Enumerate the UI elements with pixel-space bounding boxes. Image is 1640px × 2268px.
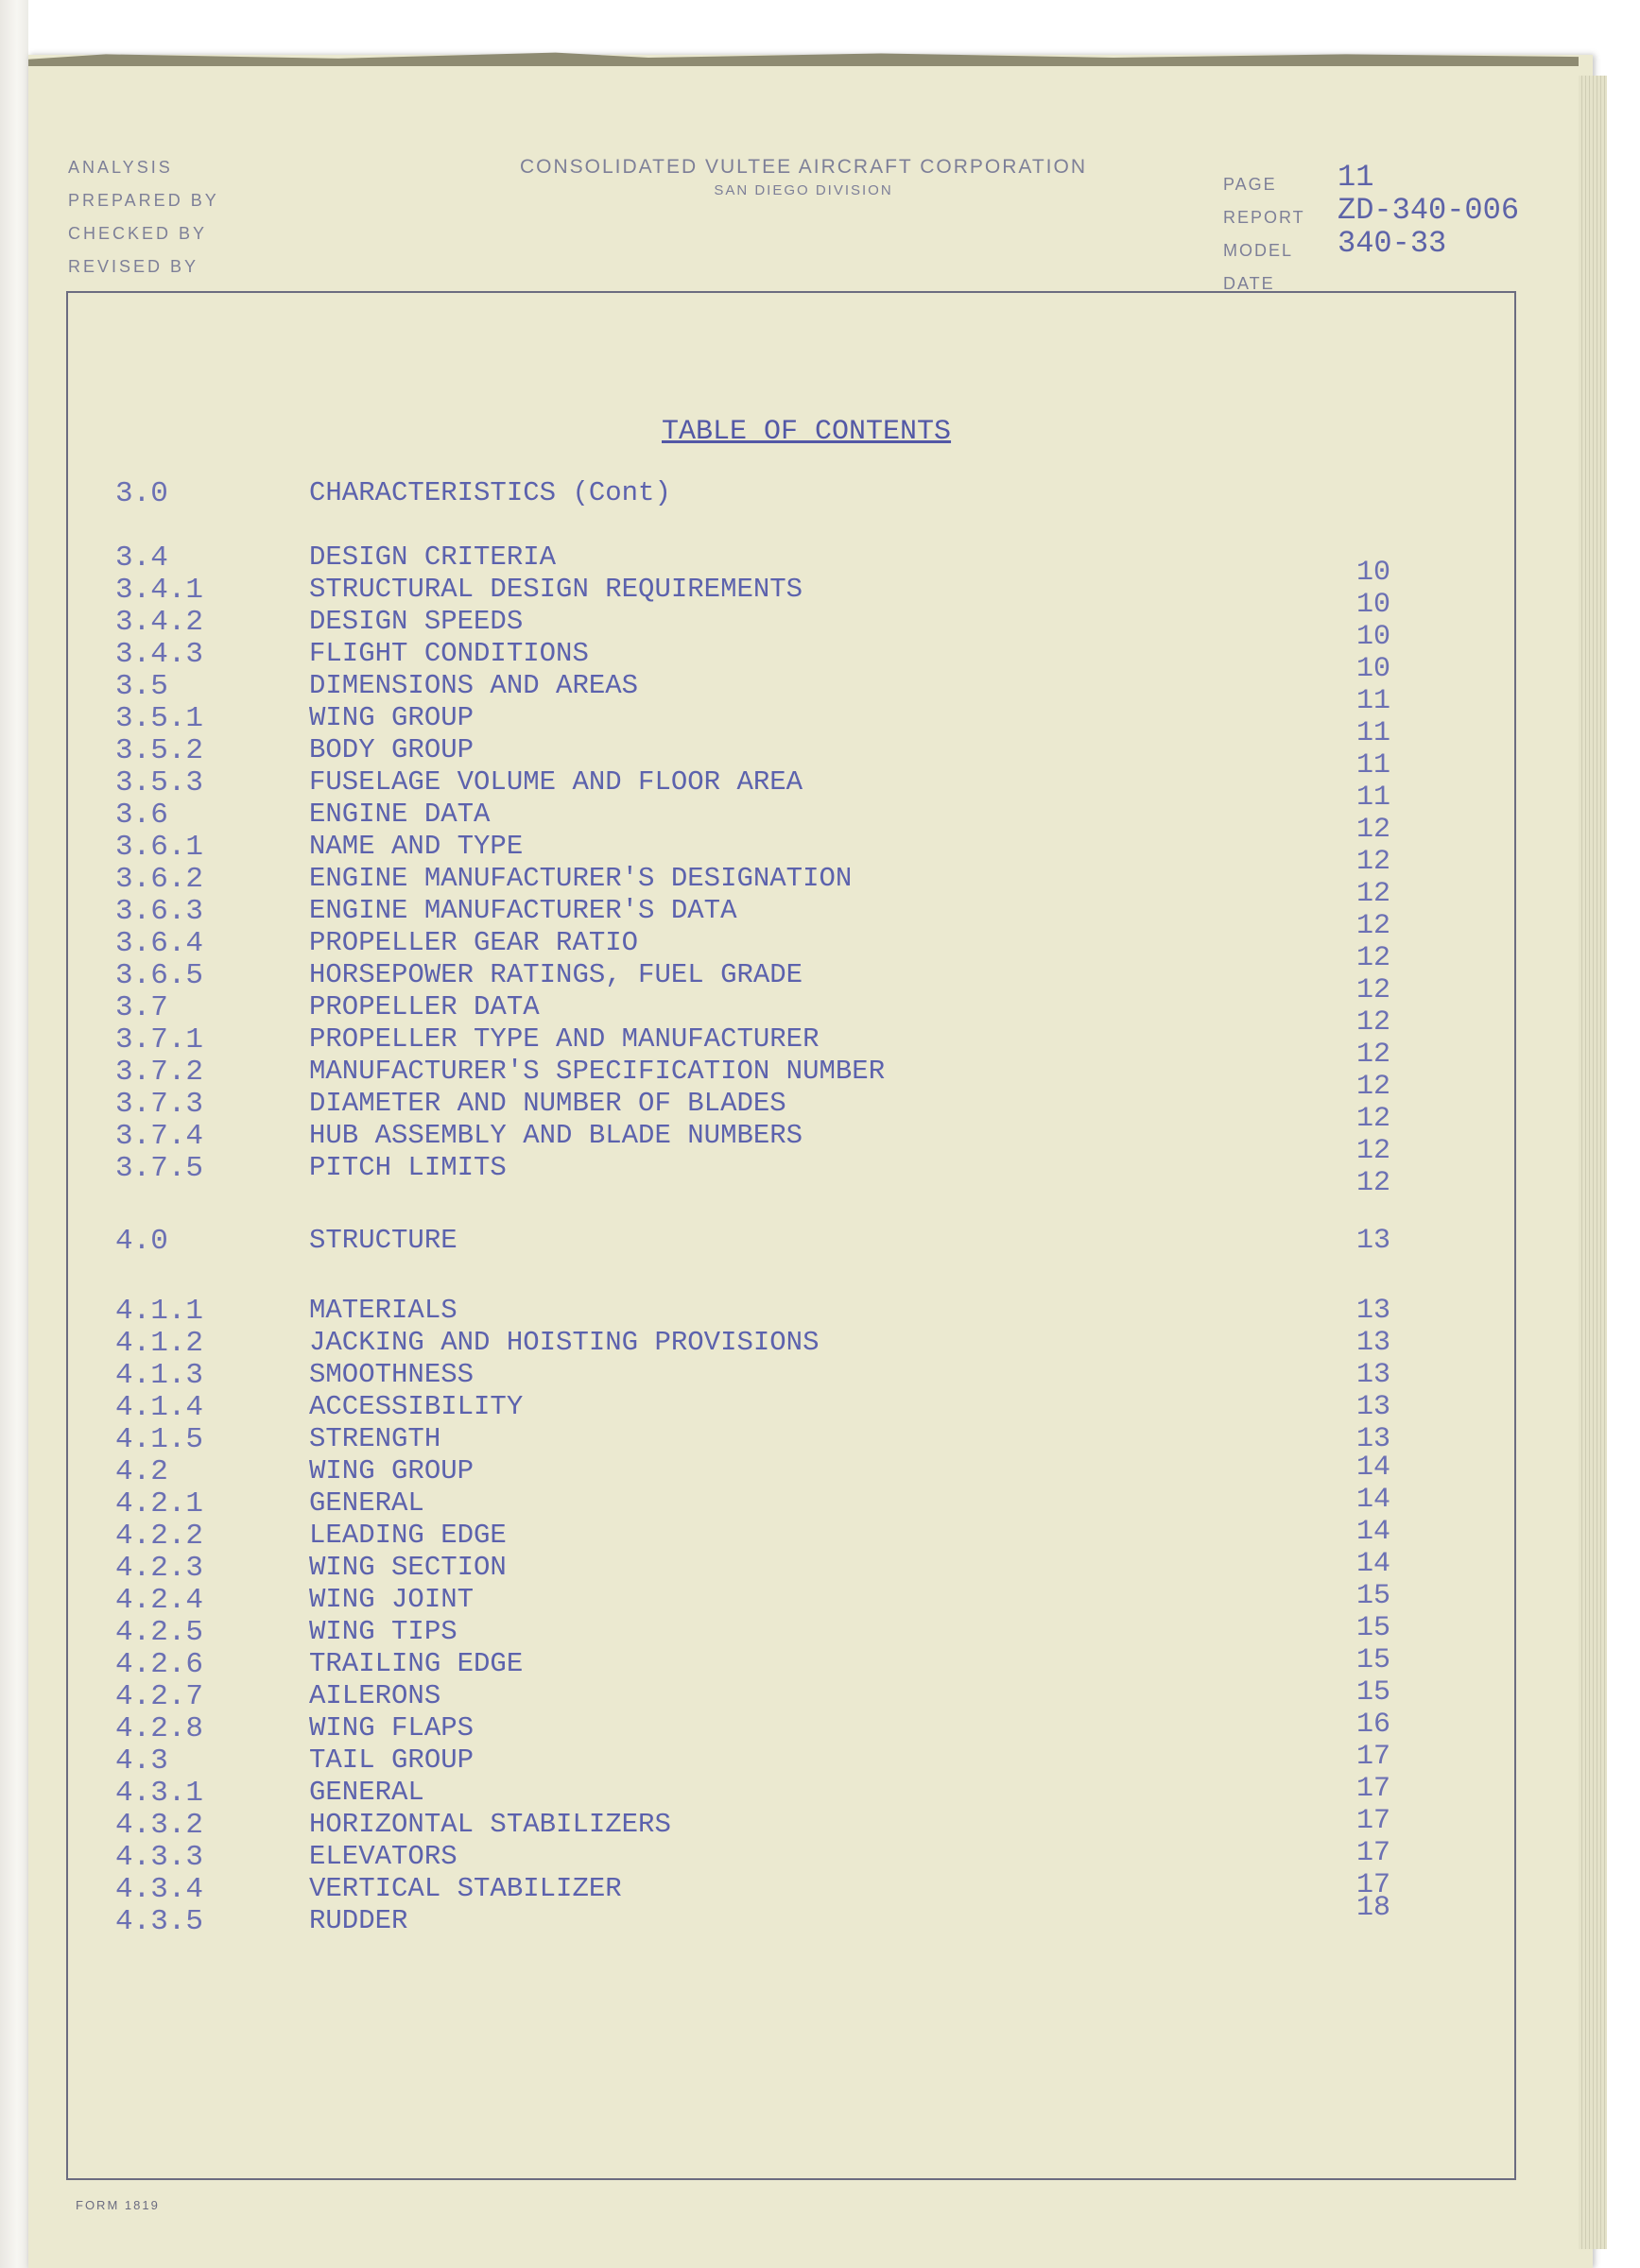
toc-page-number: 15 [1356, 1644, 1391, 1676]
toc-section-number: 4.3.2 [115, 1809, 204, 1842]
toc-page-number: 13 [1356, 1423, 1391, 1455]
toc-row [0, 863, 1640, 910]
toc-page-number: 17 [1356, 1773, 1391, 1805]
toc-page-number: 16 [1356, 1709, 1391, 1741]
toc-section-number: 3.4.2 [115, 606, 204, 639]
toc-section-number: 3.6.3 [115, 895, 204, 928]
toc-page-number: 12 [1356, 1135, 1391, 1167]
toc-section-title: LEADING EDGE [309, 1520, 507, 1551]
analysis-label: ANALYSIS [68, 158, 173, 177]
report-value: ZD-340-006 [1338, 193, 1520, 228]
toc-page-number: 12 [1356, 910, 1391, 942]
toc-section-title: WING FLAPS [309, 1712, 475, 1744]
toc-row [0, 670, 1640, 717]
toc-section-number: 3.6.1 [115, 831, 204, 864]
toc-section-title: PROPELLER TYPE AND MANUFACTURER [309, 1023, 820, 1055]
toc-page-number: 12 [1356, 942, 1391, 974]
model-label: MODEL [1223, 241, 1294, 260]
toc-row [0, 799, 1640, 846]
toc-section-title: GENERAL [309, 1777, 424, 1808]
toc-section-title: NAME AND TYPE [309, 831, 524, 862]
toc-section-number: 3.0 [115, 477, 168, 510]
toc-section-title: PROPELLER DATA [309, 991, 540, 1022]
toc-section-title: PROPELLER GEAR RATIO [309, 927, 639, 958]
toc-page-number: 13 [1356, 1359, 1391, 1391]
toc-row [0, 1295, 1640, 1327]
toc-section-number: 3.7.5 [115, 1152, 204, 1185]
toc-section-number: 4.0 [115, 1225, 168, 1258]
toc-page-number: 11 [1356, 717, 1391, 749]
toc-page-number: 17 [1356, 1741, 1391, 1773]
toc-row [0, 895, 1640, 942]
toc-section-number: 4.1.1 [115, 1295, 204, 1328]
toc-page-number: 10 [1356, 621, 1391, 653]
toc-section-number: 4.1.4 [115, 1391, 204, 1424]
division-name: SAN DIEGO DIVISION [714, 182, 893, 198]
toc-section-title: WING GROUP [309, 702, 475, 733]
toc-page-number: 14 [1356, 1484, 1391, 1516]
toc-section-number: 4.3.4 [115, 1873, 204, 1906]
toc-page-number: 17 [1356, 1805, 1391, 1837]
toc-section-title: RUDDER [309, 1905, 408, 1936]
company-name: CONSOLIDATED VULTEE AIRCRAFT CORPORATION [519, 156, 1088, 178]
toc-section-title: WING JOINT [309, 1584, 475, 1615]
toc-row [0, 1741, 1640, 1778]
toc-page-number: 11 [1356, 782, 1391, 814]
toc-row [0, 541, 1640, 589]
toc-page-number: 12 [1356, 1167, 1391, 1199]
toc-row [0, 574, 1640, 621]
toc-section-number: 3.6.5 [115, 959, 204, 992]
torn-top-edge [28, 49, 1579, 66]
toc-section-title: ACCESSIBILITY [309, 1391, 524, 1422]
toc-row [0, 702, 1640, 749]
toc-section-title: STRENGTH [309, 1423, 441, 1454]
toc-row [0, 1548, 1640, 1585]
toc-page-number: 12 [1356, 1039, 1391, 1071]
toc-section-number: 3.7.4 [115, 1120, 204, 1153]
toc-page-number: 10 [1356, 653, 1391, 685]
toc-section-title: FUSELAGE VOLUME AND FLOOR AREA [309, 766, 803, 798]
toc-page-number: 13 [1356, 1295, 1391, 1327]
toc-section-title: GENERAL [309, 1487, 424, 1519]
toc-page-number: 12 [1356, 814, 1391, 846]
toc-row [0, 1359, 1640, 1391]
toc-row [0, 1327, 1640, 1359]
toc-section-number: 4.2.4 [115, 1584, 204, 1617]
toc-section-number: 4.2.3 [115, 1552, 204, 1585]
toc-section-title: TRAILING EDGE [309, 1648, 524, 1679]
toc-section-number: 3.7 [115, 991, 168, 1024]
toc-page-number: 13 [1356, 1327, 1391, 1359]
toc-section-title: ENGINE MANUFACTURER'S DATA [309, 895, 737, 926]
toc-row [0, 1391, 1640, 1423]
toc-section-title: VERTICAL STABILIZER [309, 1873, 622, 1904]
toc-section-number: 4.3.5 [115, 1905, 204, 1938]
toc-row [0, 1452, 1640, 1488]
toc-row [0, 766, 1640, 814]
toc-row [0, 831, 1640, 878]
toc-section-title: HORIZONTAL STABILIZERS [309, 1809, 671, 1840]
toc-section-title: STRUCTURAL DESIGN REQUIREMENTS [309, 574, 803, 605]
toc-page-number: 11 [1356, 685, 1391, 717]
toc-row [0, 1484, 1640, 1521]
page-value: 11 [1338, 160, 1374, 195]
toc-section-title: TAIL GROUP [309, 1744, 475, 1776]
toc-section-title: DESIGN CRITERIA [309, 541, 557, 573]
toc-section-title: ELEVATORS [309, 1841, 457, 1872]
toc-section-title: FLIGHT CONDITIONS [309, 638, 589, 669]
toc-row [0, 1516, 1640, 1553]
prepared-by-label: PREPARED BY [68, 191, 219, 210]
date-label: DATE [1223, 274, 1275, 293]
toc-page-number: 17 [1356, 1869, 1391, 1901]
toc-row [0, 1152, 1640, 1199]
revised-by-label: REVISED BY [68, 257, 199, 276]
toc-section-number: 4.2.8 [115, 1712, 204, 1745]
toc-page-number: 12 [1356, 1006, 1391, 1039]
toc-section-number: 4.1.3 [115, 1359, 204, 1392]
toc-row [0, 1837, 1640, 1874]
toc-section-number: 4.2 [115, 1455, 168, 1488]
toc-page-number: 13 [1356, 1391, 1391, 1423]
toc-title: TABLE OF CONTENTS [662, 416, 952, 448]
page-label: PAGE [1223, 175, 1277, 194]
toc-page-number: 10 [1356, 589, 1391, 621]
toc-section-number: 4.2.2 [115, 1520, 204, 1553]
toc-row [0, 1773, 1640, 1810]
header-right-values [1338, 161, 1519, 260]
toc-section-number: 4.2.5 [115, 1616, 204, 1649]
toc-page-number: 12 [1356, 974, 1391, 1006]
toc-section-number: 3.6.2 [115, 863, 204, 896]
toc-section-title: WING GROUP [309, 1455, 475, 1486]
toc-section-number: 3.7.3 [115, 1088, 204, 1121]
toc-section-title: ENGINE MANUFACTURER'S DESIGNATION [309, 863, 853, 894]
toc-section-number: 4.1.5 [115, 1423, 204, 1456]
toc-section-number: 4.1.2 [115, 1327, 204, 1360]
toc-section-number: 3.4.3 [115, 638, 204, 671]
report-label: REPORT [1223, 208, 1305, 227]
toc-section-number: 4.3.1 [115, 1777, 204, 1810]
toc-row [0, 1023, 1640, 1071]
toc-page-number: 12 [1356, 1071, 1391, 1103]
toc-page-number: 10 [1356, 557, 1391, 589]
model-value: 340-33 [1338, 226, 1447, 261]
toc-row [0, 1423, 1640, 1455]
toc-row [0, 1225, 1640, 1257]
toc-section-title: DESIGN SPEEDS [309, 606, 524, 637]
toc-section-number: 4.3 [115, 1744, 168, 1778]
toc-section-number: 3.5.1 [115, 702, 204, 735]
toc-page-number: 12 [1356, 1103, 1391, 1135]
toc-section-number: 4.2.1 [115, 1487, 204, 1521]
toc-section-title: MANUFACTURER'S SPECIFICATION NUMBER [309, 1056, 886, 1087]
toc-page-number: 15 [1356, 1676, 1391, 1709]
toc-section-title: ENGINE DATA [309, 799, 491, 830]
toc-section-number: 3.5.2 [115, 734, 204, 767]
toc-page-number: 14 [1356, 1548, 1391, 1580]
toc-section-number: 3.4 [115, 541, 168, 575]
checked-by-label: CHECKED BY [68, 224, 208, 243]
toc-row [0, 1580, 1640, 1617]
toc-section-number: 3.5 [115, 670, 168, 703]
toc-section-title: WING TIPS [309, 1616, 457, 1647]
toc-row [0, 927, 1640, 974]
toc-page-number: 13 [1356, 1225, 1391, 1257]
toc-page-number: 18 [1356, 1892, 1391, 1924]
toc-row [0, 1644, 1640, 1681]
toc-section-title: WING SECTION [309, 1552, 507, 1583]
toc-row [0, 606, 1640, 653]
toc-page-number: 11 [1356, 749, 1391, 782]
toc-section-title: BODY GROUP [309, 734, 475, 765]
toc-page-number: 15 [1356, 1612, 1391, 1644]
toc-row [0, 1676, 1640, 1713]
toc-page-number: 14 [1356, 1516, 1391, 1548]
toc-section-title: DIMENSIONS AND AREAS [309, 670, 639, 701]
form-number: FORM 1819 [76, 2198, 160, 2212]
toc-section-number: 3.5.3 [115, 766, 204, 799]
header-left-labels [68, 151, 219, 284]
toc-section-title: SMOOTHNESS [309, 1359, 475, 1390]
toc-section-title: HUB ASSEMBLY AND BLADE NUMBERS [309, 1120, 803, 1151]
toc-row [0, 1612, 1640, 1649]
toc-section-title: HORSEPOWER RATINGS, FUEL GRADE [309, 959, 803, 990]
toc-section-title: CHARACTERISTICS (Cont) [309, 477, 671, 508]
toc-page-number: 12 [1356, 846, 1391, 878]
toc-section-number: 3.6.4 [115, 927, 204, 960]
toc-section-number: 4.3.3 [115, 1841, 204, 1874]
toc-page-number: 15 [1356, 1580, 1391, 1612]
toc-row [0, 1805, 1640, 1842]
toc-row [0, 477, 1640, 509]
toc-row [0, 638, 1640, 685]
toc-section-number: 3.7.2 [115, 1056, 204, 1089]
toc-row [0, 1056, 1640, 1103]
toc-section-title: STRUCTURE [309, 1225, 457, 1256]
toc-row [0, 1088, 1640, 1135]
toc-page-number: 12 [1356, 878, 1391, 910]
toc-row [0, 1120, 1640, 1167]
toc-section-number: 4.2.7 [115, 1680, 204, 1713]
toc-row [0, 1892, 1640, 1938]
toc-section-number: 3.7.1 [115, 1023, 204, 1057]
toc-section-title: DIAMETER AND NUMBER OF BLADES [309, 1088, 786, 1119]
header-company-block [473, 156, 1134, 198]
toc-section-number: 4.2.6 [115, 1648, 204, 1681]
toc-section-number: 3.4.1 [115, 574, 204, 607]
toc-page-number: 17 [1356, 1837, 1391, 1869]
header-right-labels [1223, 168, 1305, 301]
toc-section-number: 3.6 [115, 799, 168, 832]
toc-page-number: 14 [1356, 1452, 1391, 1484]
toc-section-title: MATERIALS [309, 1295, 457, 1326]
toc-row [0, 959, 1640, 1006]
toc-section-title: JACKING AND HOISTING PROVISIONS [309, 1327, 820, 1358]
toc-section-title: AILERONS [309, 1680, 441, 1711]
toc-section-title: PITCH LIMITS [309, 1152, 507, 1183]
toc-row [0, 1709, 1640, 1745]
